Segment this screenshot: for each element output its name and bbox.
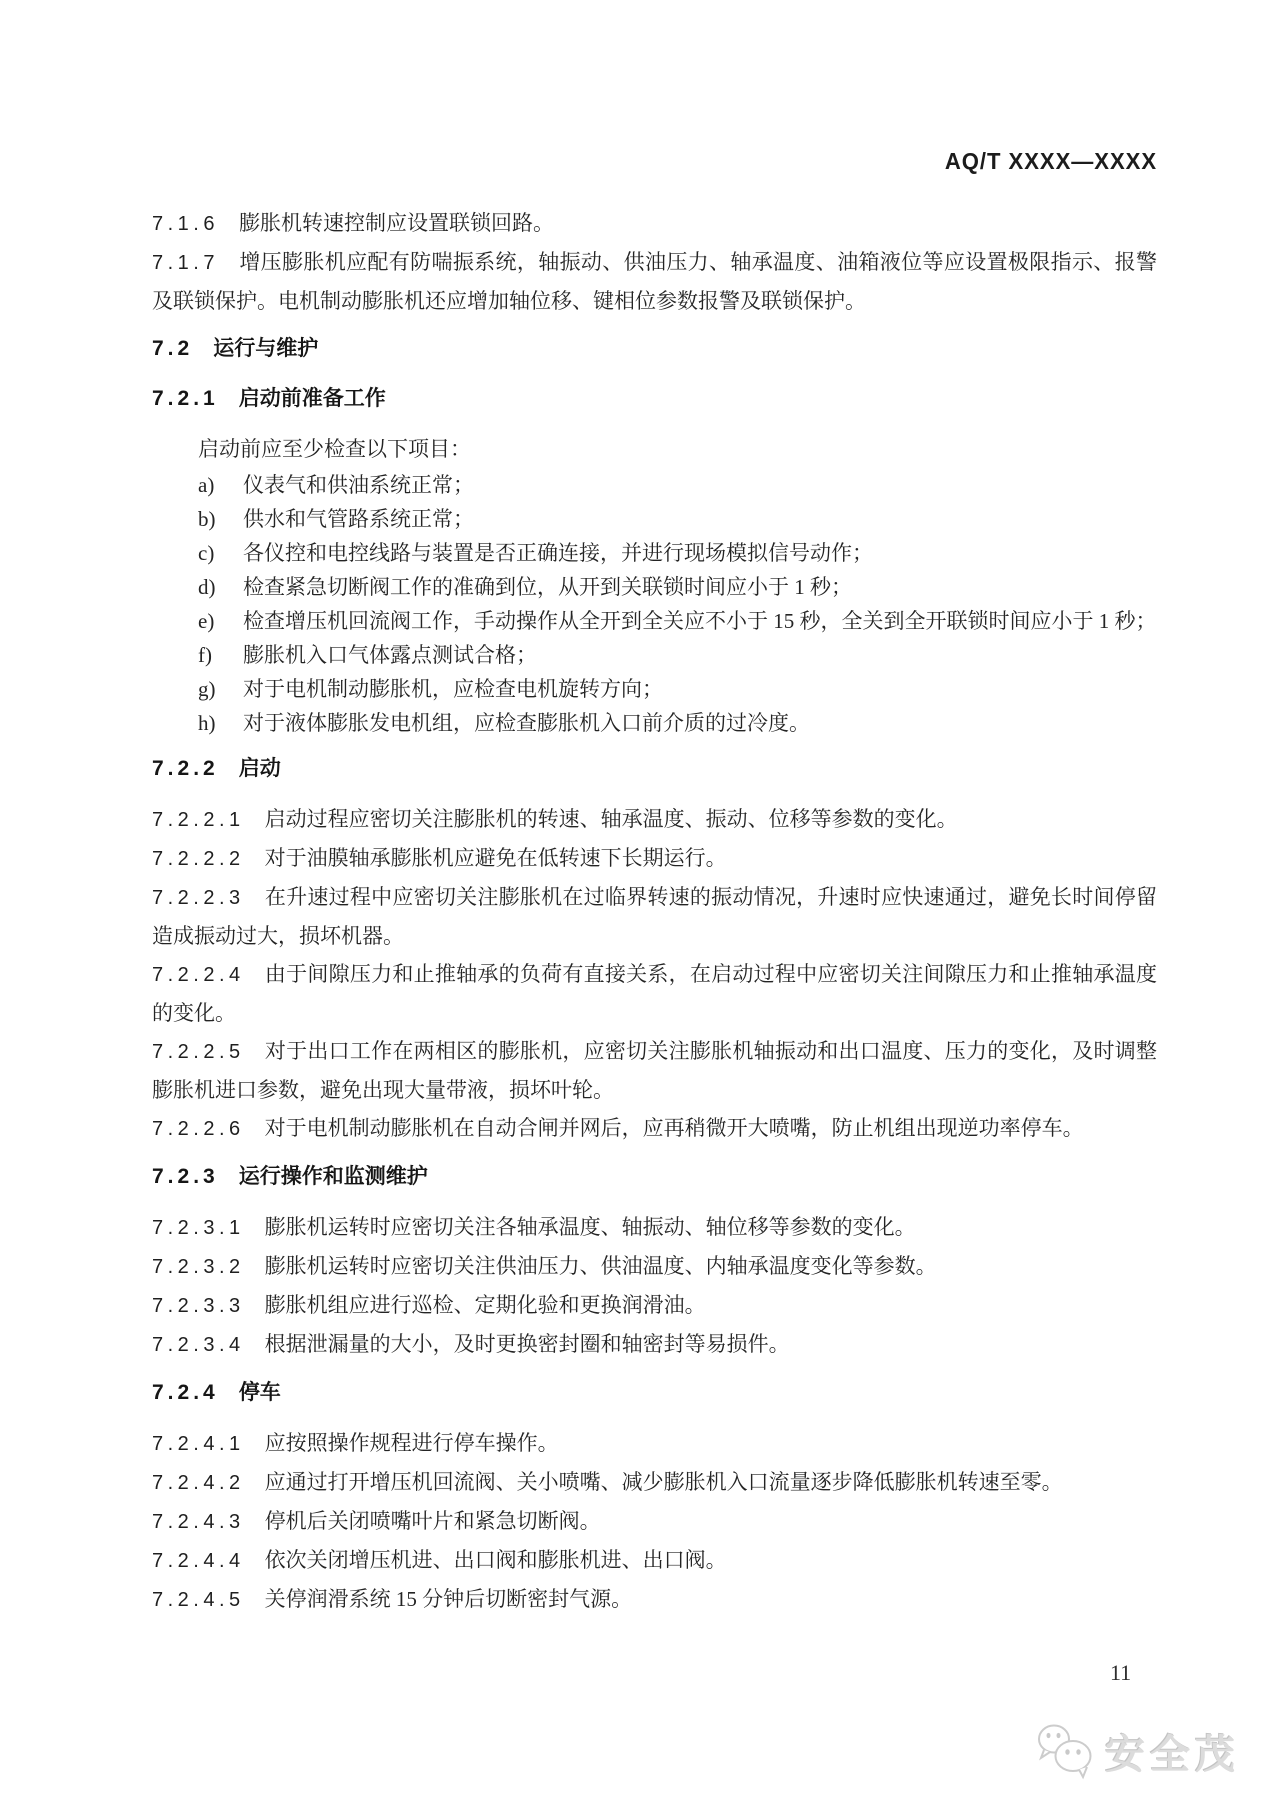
list-item-g	[152, 672, 1157, 706]
clause-text: 膨胀机组应进行巡检、定期化验和更换润滑油。	[264, 1293, 706, 1317]
list-item-e	[152, 604, 1157, 638]
list-item-text: 对于电机制动膨胀机，应检查电机旋转方向；	[243, 677, 663, 701]
clause-7.2.4.5	[152, 1580, 1157, 1619]
clause-number: 7.2.2.2	[152, 848, 245, 870]
clause-7.2.3.4	[152, 1325, 1157, 1364]
watermark	[1035, 1722, 1240, 1780]
section-heading-7.2.4	[152, 1374, 1157, 1412]
list-item-c	[152, 536, 1157, 570]
clause-7.2.3.2	[152, 1247, 1157, 1286]
clause-text: 由于间隙压力和止推轴承的负荷有直接关系，在启动过程中应密切关注间隙压力和止推轴承温度的变化。	[152, 962, 1157, 1025]
clause-7.2.3.3	[152, 1286, 1157, 1325]
heading-text: 停车	[238, 1381, 281, 1404]
clause-number: 7.2.2.4	[152, 964, 245, 986]
heading-text: 启动前准备工作	[238, 387, 386, 410]
clause-7.2.2.6	[152, 1109, 1157, 1148]
clause-text: 对于电机制动膨胀机在自动合闸并网后，应再稍微开大喷嘴，防止机组出现逆功率停车。	[264, 1116, 1084, 1140]
clause-text: 增压膨胀机应配有防喘振系统，轴振动、供油压力、轴承温度、油箱液位等应设置极限指示、报警及联锁保护。电机制动膨胀机还应增加轴位移、键相位参数报警及联锁保护。	[152, 250, 1157, 313]
document-code-header: AQ/T XXXX—XXXX	[944, 148, 1157, 174]
clause-text: 对于出口工作在两相区的膨胀机，应密切关注膨胀机轴振动和出口温度、压力的变化，及时调整膨胀机进口参数，避免出现大量带液，损坏叶轮。	[152, 1039, 1157, 1102]
clause-text: 在升速过程中应密切关注膨胀机在过临界转速的振动情况，升速时应快速通过，避免长时间停留造成振动过大，损坏机器。	[152, 885, 1157, 948]
clause-number: 7.2.3.3	[152, 1295, 245, 1317]
list-item-d	[152, 570, 1157, 604]
document-body	[152, 204, 1157, 1619]
clause-number: 7.2.3.1	[152, 1217, 245, 1239]
list-item-marker: f)	[198, 643, 212, 667]
clause-number: 7.2.3.2	[152, 1256, 245, 1278]
list-item-marker: b)	[198, 507, 216, 531]
paragraph-intro: 启动前应至少检查以下项目：	[198, 437, 471, 461]
clause-7.2.2.2	[152, 839, 1157, 878]
clause-7.2.4.1	[152, 1424, 1157, 1463]
clause-number: 7.2.4.5	[152, 1589, 245, 1611]
list-item-text: 供水和气管路系统正常；	[243, 507, 474, 531]
list-item-a	[152, 468, 1157, 502]
clause-text: 根据泄漏量的大小，及时更换密封圈和轴密封等易损件。	[264, 1332, 790, 1356]
wechat-logo-icon	[1035, 1722, 1097, 1780]
clause-number: 7.2.4.4	[152, 1550, 245, 1572]
list-item-f	[152, 638, 1157, 672]
clause-text: 膨胀机运转时应密切关注供油压力、供油温度、内轴承温度变化等参数。	[264, 1254, 937, 1278]
clause-text: 膨胀机运转时应密切关注各轴承温度、轴振动、轴位移等参数的变化。	[264, 1215, 916, 1239]
list-item-text: 仪表气和供油系统正常；	[243, 473, 474, 497]
clause-number: 7.2.4.3	[152, 1511, 245, 1533]
list-item-text: 对于液体膨胀发电机组，应检查膨胀机入口前介质的过冷度。	[243, 711, 810, 735]
clause-text: 依次关闭增压机进、出口阀和膨胀机进、出口阀。	[264, 1548, 727, 1572]
clause-number: 7.1.7	[152, 252, 219, 274]
list-item-marker: d)	[198, 575, 216, 599]
clause-number: 7.2.2.1	[152, 809, 245, 831]
clause-7.2.4.4	[152, 1541, 1157, 1580]
clause-7.2.3.1	[152, 1208, 1157, 1247]
heading-number: 7.2.3	[152, 1165, 219, 1188]
list-item-marker: h)	[198, 711, 216, 735]
heading-number: 7.2	[152, 337, 194, 360]
watermark-text: 安全茂	[1105, 1732, 1240, 1777]
clause-text: 应按照操作规程进行停车操作。	[264, 1431, 559, 1455]
clause-7.1.7	[152, 243, 1157, 320]
list-item-text: 检查增压机回流阀工作，手动操作从全开到全关应不小于 15 秒，全关到全开联锁时间应小于 1 秒；	[243, 609, 1157, 633]
clause-number: 7.1.6	[152, 213, 219, 235]
list-item-text: 膨胀机入口气体露点测试合格；	[243, 643, 537, 667]
clause-text: 对于油膜轴承膨胀机应避免在低转速下长期运行。	[264, 846, 727, 870]
clause-7.2.2.4	[152, 955, 1157, 1032]
clause-number: 7.2.4.2	[152, 1472, 245, 1494]
clause-7.2.4.2	[152, 1463, 1157, 1502]
list-item-marker: a)	[198, 473, 215, 497]
clause-7.2.2.1	[152, 800, 1157, 839]
heading-text: 启动	[238, 757, 281, 780]
clause-number: 7.2.4.1	[152, 1433, 245, 1455]
list-item-marker: e)	[198, 609, 215, 633]
heading-number: 7.2.2	[152, 757, 219, 780]
clause-7.2.4.3	[152, 1502, 1157, 1541]
heading-number: 7.2.1	[152, 387, 219, 410]
clause-text: 应通过打开增压机回流阀、关小喷嘴、减少膨胀机入口流量逐步降低膨胀机转速至零。	[264, 1470, 1063, 1494]
clause-text: 关停润滑系统 15 分钟后切断密封气源。	[264, 1587, 633, 1611]
list-item-text: 各仪控和电控线路与装置是否正确连接，并进行现场模拟信号动作；	[243, 541, 873, 565]
clause-number: 7.2.3.4	[152, 1334, 245, 1356]
list-item-b	[152, 502, 1157, 536]
list-item-marker: c)	[198, 541, 215, 565]
list-item-marker: g)	[198, 677, 216, 701]
clause-text: 停机后关闭喷嘴叶片和紧急切断阀。	[264, 1509, 601, 1533]
heading-number: 7.2.4	[152, 1381, 219, 1404]
clause-text: 启动过程应密切关注膨胀机的转速、轴承温度、振动、位移等参数的变化。	[264, 807, 958, 831]
clause-7.2.2.5	[152, 1032, 1157, 1109]
list-item-text: 检查紧急切断阀工作的准确到位，从开到关联锁时间应小于 1 秒；	[243, 575, 852, 599]
clause-text: 膨胀机转速控制应设置联锁回路。	[238, 211, 554, 235]
list-item-h	[152, 706, 1157, 740]
section-heading-7.2.2	[152, 750, 1157, 788]
clause-number: 7.2.2.5	[152, 1041, 245, 1063]
section-heading-7.2	[152, 330, 1157, 368]
section-heading-7.2.3	[152, 1158, 1157, 1196]
page-number: 11	[1110, 1660, 1132, 1685]
heading-text: 运行与维护	[213, 337, 319, 360]
section-heading-7.2.1	[152, 380, 1157, 418]
clause-number: 7.2.2.3	[152, 887, 245, 909]
heading-text: 运行操作和监测维护	[238, 1165, 428, 1188]
clause-7.1.6	[152, 204, 1157, 243]
clause-7.2.2.3	[152, 878, 1157, 955]
clause-number: 7.2.2.6	[152, 1118, 245, 1140]
